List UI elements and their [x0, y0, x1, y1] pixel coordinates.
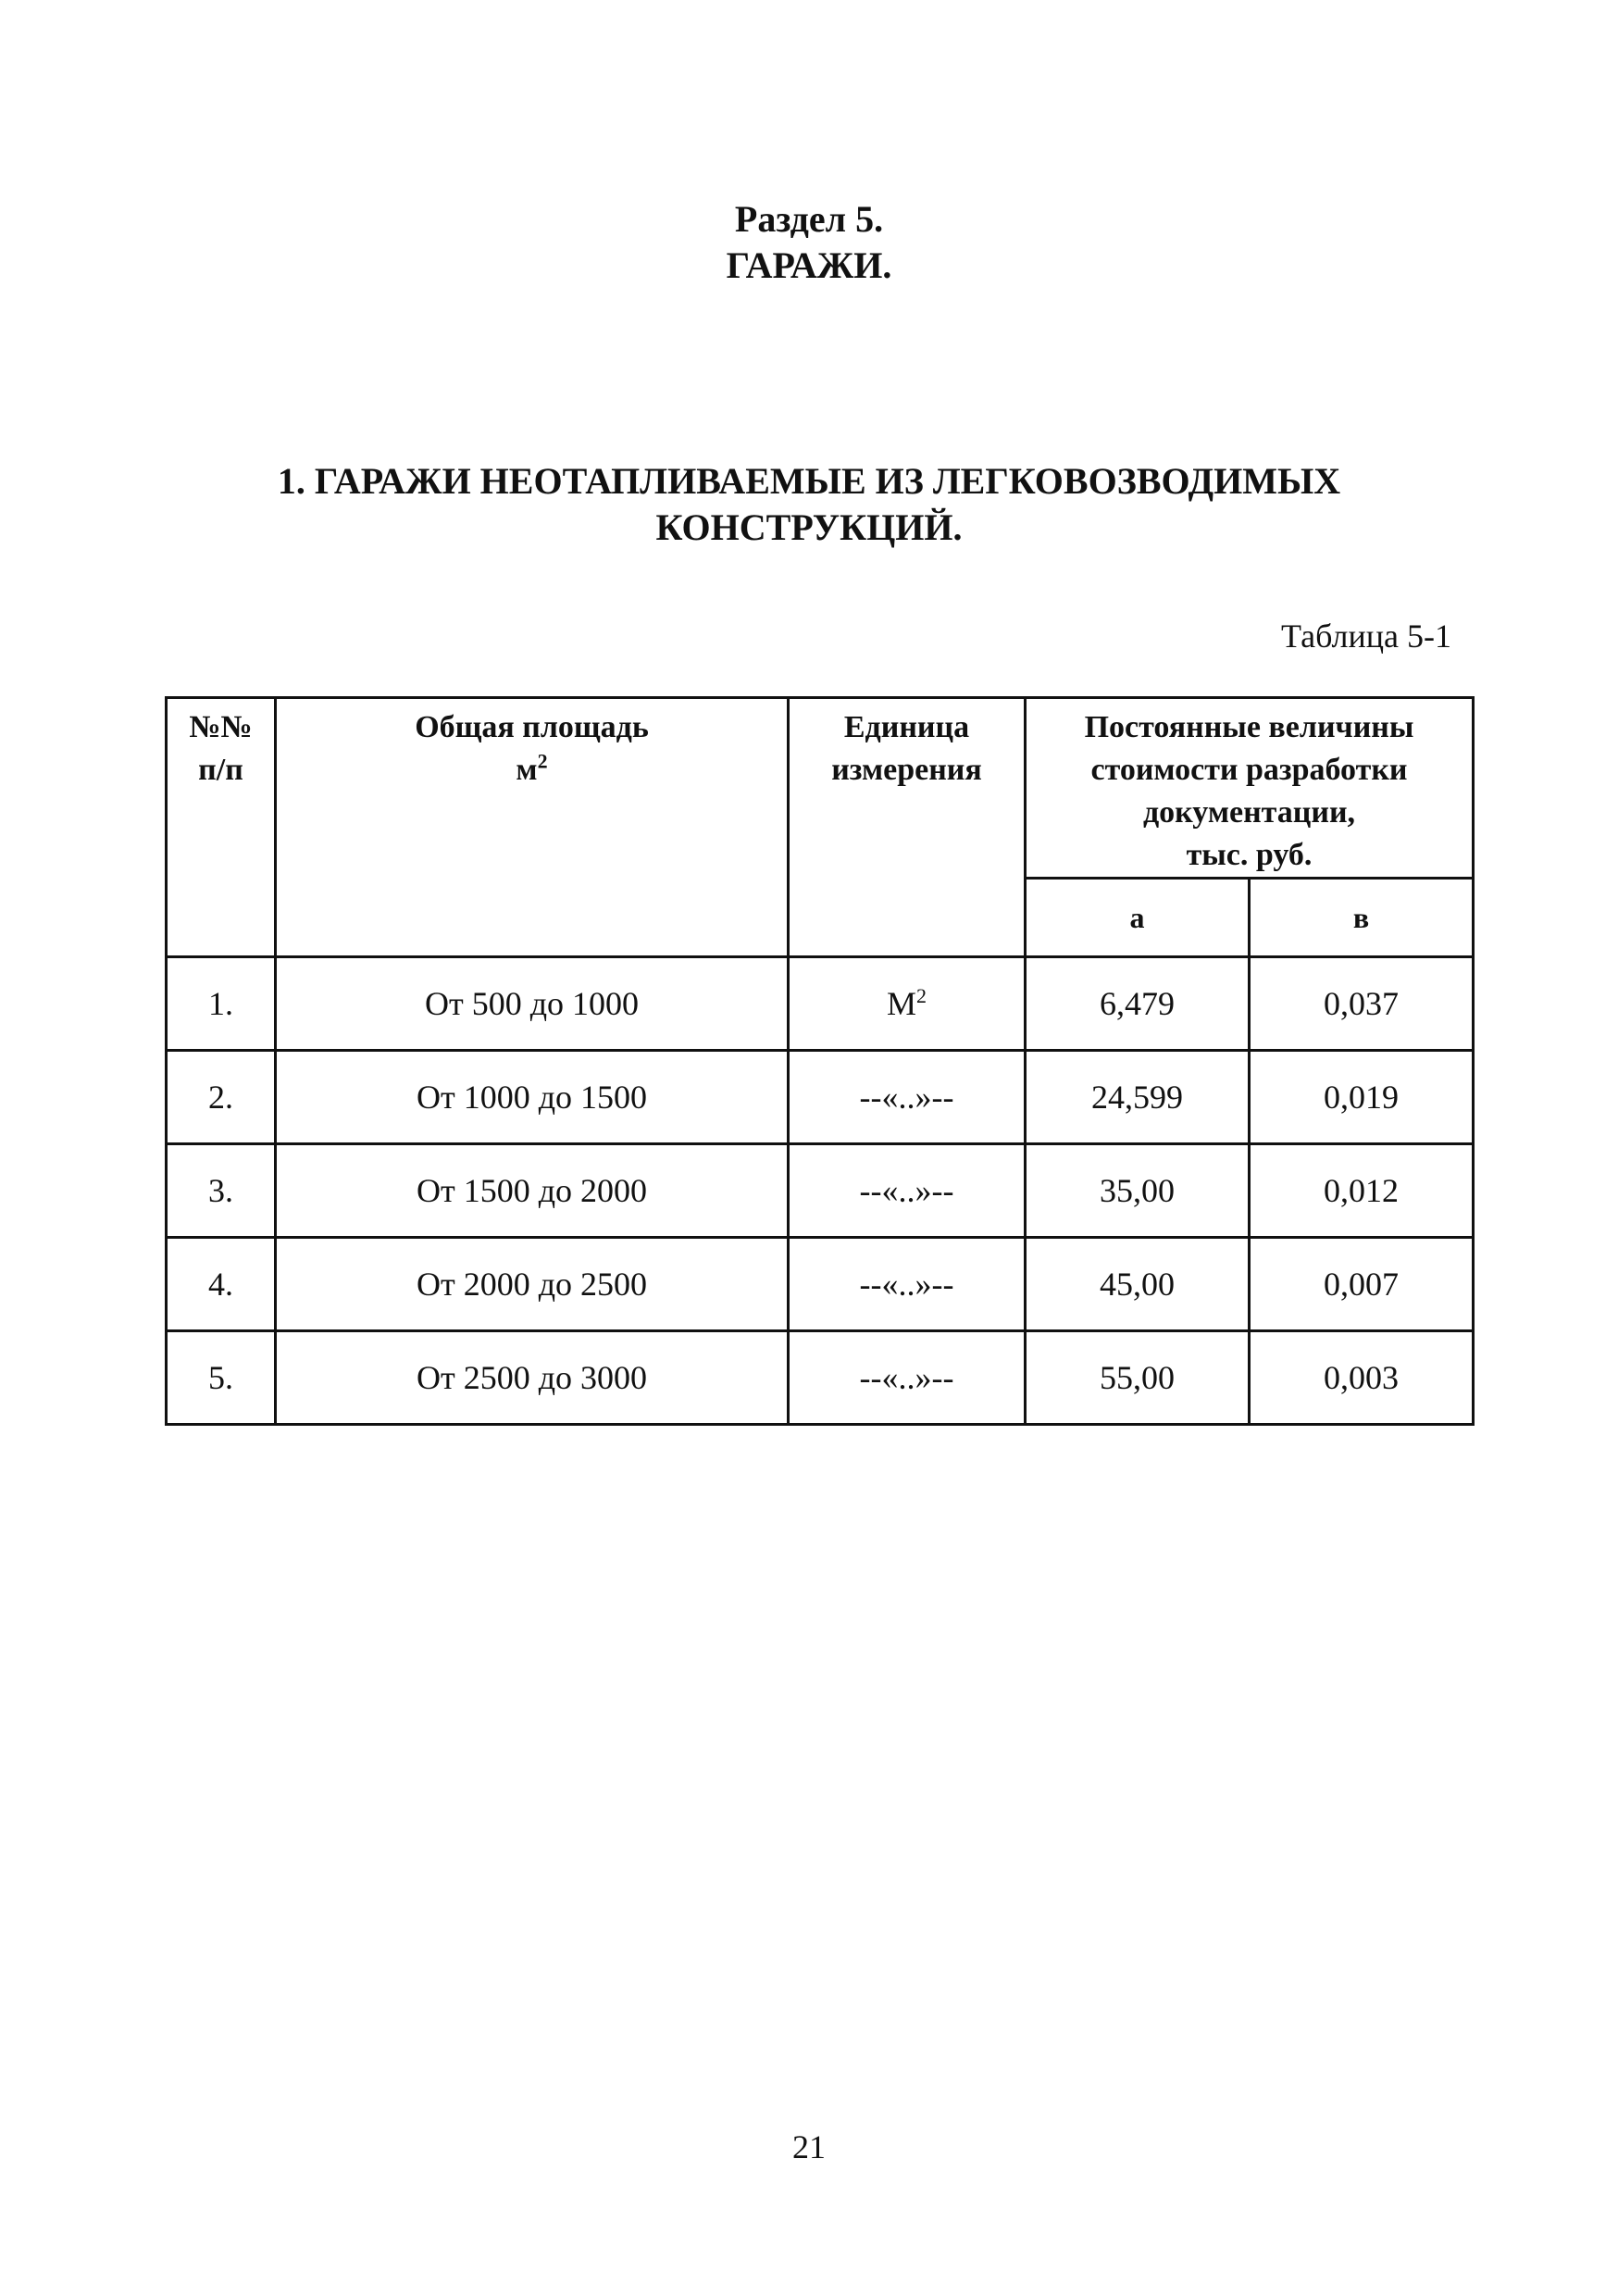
row-value-b: 0,037 — [1250, 957, 1474, 1051]
header-area — [276, 698, 789, 957]
row-area: От 1000 до 1500 — [276, 1051, 789, 1144]
header-unit-line1: Единица — [843, 710, 970, 744]
row-unit: --«..»-- — [789, 1331, 1026, 1425]
header-constants-line4: тыс. руб. — [1186, 838, 1313, 872]
header-area-line2 — [277, 749, 787, 792]
row-unit — [789, 957, 1026, 1051]
header-col-a: а — [1026, 879, 1250, 957]
header-constants — [1026, 698, 1474, 879]
subsection-title-line2: КОНСТРУКЦИЙ. — [655, 506, 963, 548]
table-caption: Таблица 5-1 — [1281, 618, 1451, 655]
row-unit: --«..»-- — [789, 1238, 1026, 1331]
row-number: 3. — [167, 1144, 276, 1238]
row-number: 2. — [167, 1051, 276, 1144]
section-number: Раздел 5. — [734, 198, 884, 240]
row-value-b: 0,007 — [1250, 1238, 1474, 1331]
table-row — [167, 957, 1474, 1051]
row-unit-text: М — [886, 985, 916, 1022]
row-value-a: 55,00 — [1026, 1331, 1250, 1425]
row-unit: --«..»-- — [789, 1051, 1026, 1144]
row-value-a: 45,00 — [1026, 1238, 1250, 1331]
header-constants-line1: Постоянные величины — [1084, 710, 1414, 744]
row-value-a: 35,00 — [1026, 1144, 1250, 1238]
table-header-row — [167, 698, 1474, 879]
header-number — [167, 698, 276, 957]
subsection-title-line1: 1. ГАРАЖИ НЕОТАПЛИВАЕМЫЕ ИЗ ЛЕГКОВОЗВОДИМЫХ — [277, 460, 1341, 502]
row-area: От 500 до 1000 — [276, 957, 789, 1051]
page-number: 21 — [792, 2128, 826, 2165]
header-unit-line2: измерения — [831, 753, 982, 787]
row-value-b: 0,019 — [1250, 1051, 1474, 1144]
table-row — [167, 1238, 1474, 1331]
header-area-line1: Общая площадь — [415, 710, 649, 744]
header-area-superscript: 2 — [537, 749, 548, 773]
header-unit — [789, 698, 1026, 957]
row-value-a: 24,599 — [1026, 1051, 1250, 1144]
table-row — [167, 1331, 1474, 1425]
subsection-heading — [0, 458, 1618, 551]
header-constants-line3: документации, — [1142, 795, 1356, 830]
row-number: 5. — [167, 1331, 276, 1425]
row-number: 4. — [167, 1238, 276, 1331]
header-constants-line2: стоимости разработки — [1090, 753, 1408, 787]
row-unit: --«..»-- — [789, 1144, 1026, 1238]
table-row — [167, 1144, 1474, 1238]
header-number-line1: №№ — [189, 710, 253, 744]
row-area: От 2000 до 2500 — [276, 1238, 789, 1331]
header-area-unit: м — [516, 753, 538, 787]
row-area: От 2500 до 3000 — [276, 1331, 789, 1425]
row-number: 1. — [167, 957, 276, 1051]
row-value-a: 6,479 — [1026, 957, 1250, 1051]
row-unit-superscript: 2 — [916, 984, 927, 1007]
header-col-b: в — [1250, 879, 1474, 957]
row-value-b: 0,012 — [1250, 1144, 1474, 1238]
table-row — [167, 1051, 1474, 1144]
header-number-line2: п/п — [198, 753, 243, 787]
section-heading — [0, 196, 1618, 289]
row-area: От 1500 до 2000 — [276, 1144, 789, 1238]
cost-table — [165, 696, 1475, 1426]
row-value-b: 0,003 — [1250, 1331, 1474, 1425]
section-title: ГАРАЖИ. — [726, 244, 892, 286]
